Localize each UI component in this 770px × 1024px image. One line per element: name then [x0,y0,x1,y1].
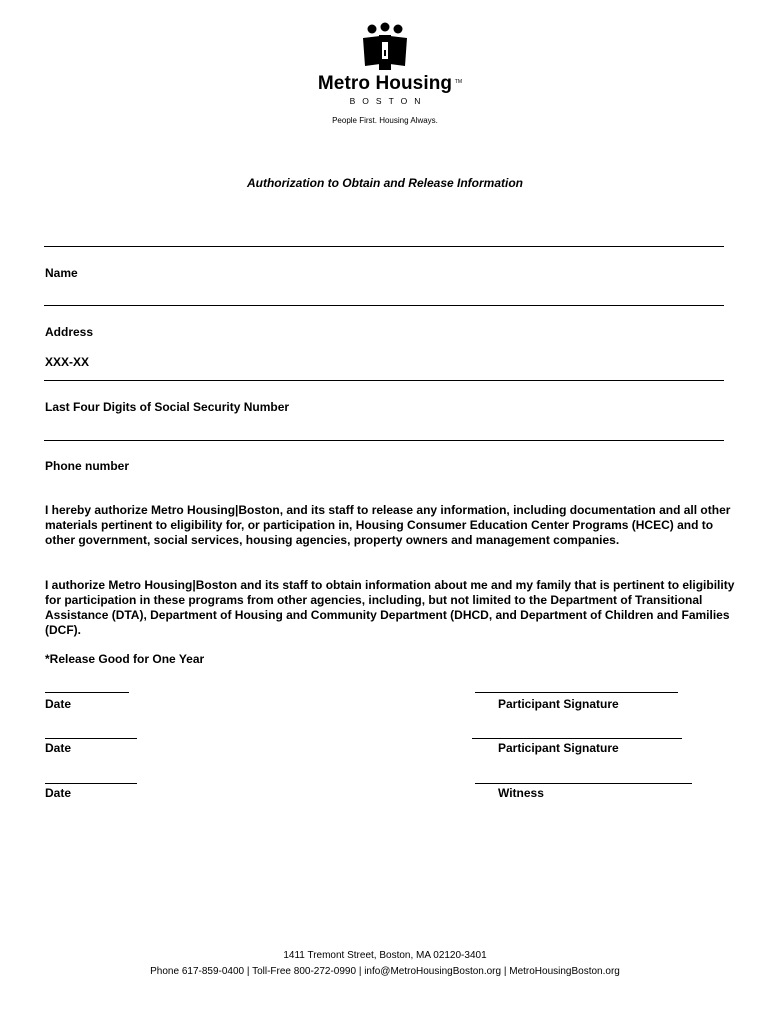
phone-field-label: Phone number [45,459,130,473]
participant-signature-line[interactable] [475,692,678,693]
document-title: Authorization to Obtain and Release Information [246,176,523,190]
org-logo [0,22,770,125]
date-input-line[interactable] [45,738,137,739]
date-label: Date [45,741,72,755]
footer-contact: Phone 617-859-0400 | Toll-Free 800-272-0990 | info@MetroHousingBoston.org | MetroHousingBoston.org [150,966,620,977]
obtain-authorization-paragraph: I authorize Metro Housing|Boston and its staff to obtain information about me and my family that is pertinent to eligibility for participation in these programs from other agencies, including, but not limited to the Department of Transitional Assistance (DTA), Department of Housing and Community Department (DHCD, and Department of Children and Families (DCF). [45,578,735,637]
release-validity-note: *Release Good for One Year [45,652,205,666]
date-label: Date [45,786,72,800]
name-field-label: Name [45,266,78,280]
name-input-line[interactable] [44,246,724,247]
witness-label: Witness [498,786,544,800]
date-input-line[interactable] [45,692,129,693]
footer-address: 1411 Tremont Street, Boston, MA 02120-3401 [283,950,487,961]
org-name: Metro Housing TM [317,73,463,94]
org-city: BOSTON [349,96,428,106]
ssn-value[interactable]: XXX-XX [45,355,90,369]
address-input-line[interactable] [44,305,724,306]
address-field-label: Address [45,325,94,339]
participant-signature-label: Participant Signature [498,697,619,711]
participant-signature-label: Participant Signature [498,741,619,755]
participant-signature-line[interactable] [472,738,682,739]
org-tagline: People First. Housing Always. [332,116,438,125]
release-authorization-paragraph: I hereby authorize Metro Housing|Boston, and its staff to release any information, including documentation and all other materials pertinent to eligibility for, or participation in, Housing Consumer Education Center Programs (HCEC) and to other government, social services, housing agencies, property owners and management companies. [45,503,731,547]
witness-signature-line[interactable] [475,783,692,784]
ssn-field-label: Last Four Digits of Social Security Number [45,400,290,414]
trademark-mark: TM [454,79,463,85]
phone-input-line[interactable] [44,440,724,441]
date-label: Date [45,697,72,711]
date-input-line[interactable] [45,783,137,784]
people-reading-logo-icon [355,22,415,72]
ssn-input-line[interactable] [44,380,724,381]
